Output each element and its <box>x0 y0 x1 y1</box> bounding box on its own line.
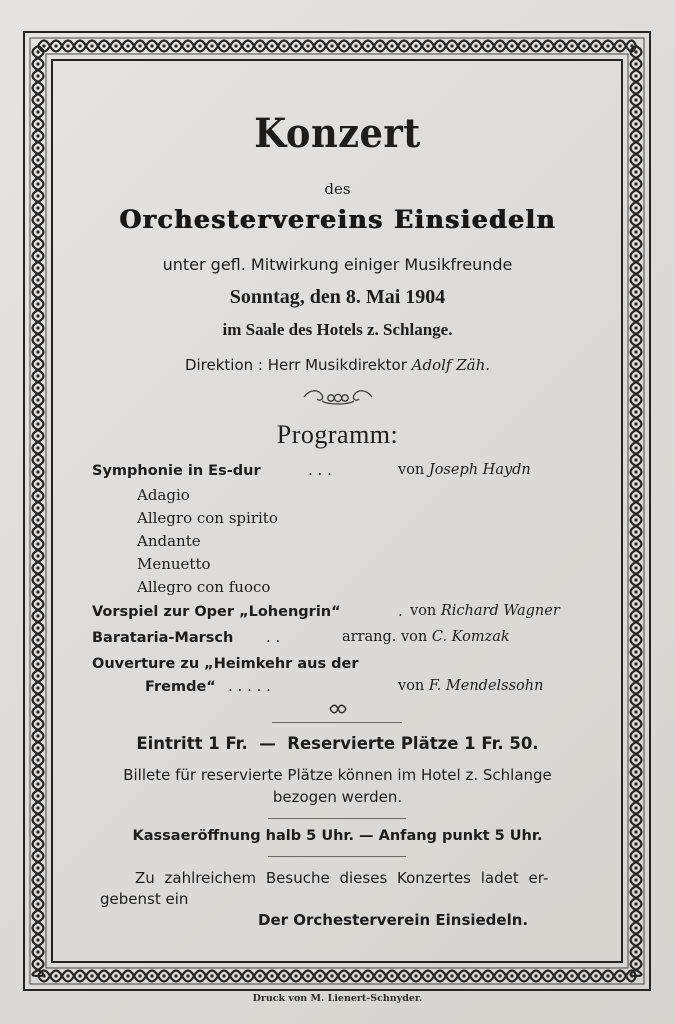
printer-credit: Druck von M. Lienert-Schnyder. <box>252 993 423 1004</box>
composer-name: C. Komzak <box>431 629 510 645</box>
program-item-composer <box>398 462 531 478</box>
composer-prefix: von <box>398 462 425 478</box>
invitation-line-2: gebenst ein <box>100 890 189 908</box>
program-item-title: Symphonie in Es-dur <box>92 463 261 479</box>
movement-item: Allegro con fuoco <box>137 578 271 596</box>
movement-item: Allegro con spirito <box>137 509 278 527</box>
direction-prefix: Direktion : Herr Musikdirektor <box>184 356 407 374</box>
movement-item: Menuetto <box>137 555 211 573</box>
admission-line <box>0 734 675 753</box>
leader-dots: . . <box>266 628 281 646</box>
program-item-composer <box>410 603 560 619</box>
tickets-line-2: bezogen werden. <box>272 788 403 806</box>
program-item-title: Vorspiel zur Oper „Lohengrin“ <box>92 604 341 620</box>
concert-date: Sonntag, den 8. Mai 1904 <box>229 286 446 308</box>
concert-venue: im Saale des Hotels z. Schlange. <box>222 320 453 339</box>
poster-title: Konzert <box>254 110 421 157</box>
program-item-title: Ouverture zu „Heimkehr aus der <box>92 656 359 672</box>
composer-name: Richard Wagner <box>440 603 560 619</box>
program-item-composer <box>398 678 543 694</box>
leader-dots: . . . . . <box>228 677 271 695</box>
ornamental-border <box>22 30 652 992</box>
times-line: Kassaeröffnung halb 5 Uhr. — Anfang punkt 5 Uhr. <box>132 828 543 844</box>
orchestra-name: Orchestervereins Einsiedeln <box>119 205 556 234</box>
composer-prefix: von <box>410 603 437 619</box>
program-item-title: Barataria-Marsch <box>92 630 234 646</box>
movement-item: Andante <box>137 532 201 550</box>
program-item-composer <box>342 629 510 645</box>
composer-prefix: arrang. von <box>342 629 428 645</box>
direction-line <box>0 356 675 374</box>
leader-dots: . <box>398 602 403 620</box>
program-item-title-continued: Fremde“ <box>145 679 216 695</box>
admission-dash: — <box>259 734 276 753</box>
movement-item: Adagio <box>137 486 190 504</box>
composer-name: Joseph Haydn <box>428 462 531 478</box>
admission-reserved: Reservierte Plätze 1 Fr. 50. <box>287 734 539 753</box>
divider-rule <box>268 818 406 819</box>
participation-line: unter gefl. Mitwirkung einiger Musikfreunde <box>162 255 513 274</box>
divider-rule <box>268 856 406 857</box>
composer-prefix: von <box>398 678 425 694</box>
tickets-line-1: Billete für reservierte Plätze können im Hotel z. Schlange <box>123 766 552 784</box>
conductor-name: Adolf Zäh. <box>411 356 491 374</box>
divider-rule <box>272 722 402 723</box>
signature-line: Der Orchesterverein Einsiedeln. <box>258 911 529 929</box>
admission-general: Eintritt 1 Fr. <box>136 734 248 753</box>
program-heading: Programm: <box>276 420 399 449</box>
ornament-divider-icon <box>300 386 376 408</box>
leader-dots: . . . <box>308 461 332 479</box>
invitation-line-1: Zu zahlreichem Besuche dieses Konzertes ladet er- <box>135 869 549 887</box>
small-ornament-icon <box>328 702 348 716</box>
des-line: des <box>324 180 351 198</box>
composer-name: F. Mendelssohn <box>428 678 544 694</box>
